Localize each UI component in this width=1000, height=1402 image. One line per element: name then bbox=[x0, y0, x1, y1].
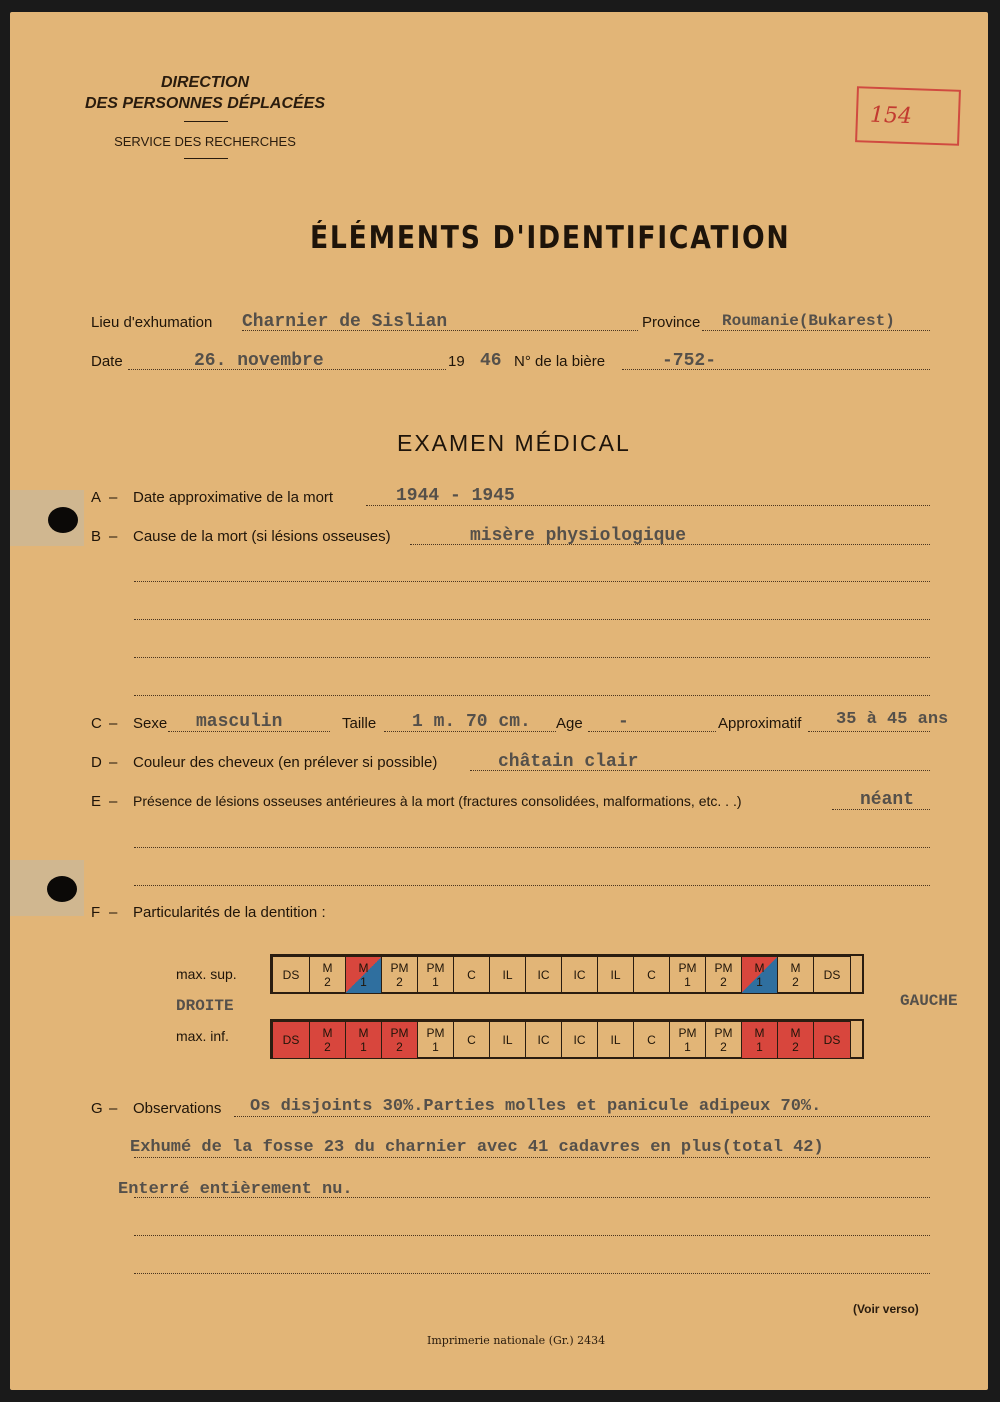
tooth-cell: PM 2 bbox=[381, 1021, 418, 1059]
tooth-cell: IC bbox=[561, 1021, 598, 1059]
tooth-cell: PM 2 bbox=[705, 956, 742, 994]
punch-hole-top bbox=[48, 507, 78, 533]
tooth-cell: M 1 bbox=[741, 956, 778, 994]
age-dots bbox=[588, 730, 716, 732]
tooth-cell: C bbox=[453, 1021, 490, 1059]
section-e-letter: E bbox=[91, 793, 102, 810]
approx-value: 35 à 45 ans bbox=[836, 710, 949, 729]
tooth-cell: DS bbox=[272, 1021, 310, 1059]
lower-teeth-row bbox=[272, 1021, 851, 1059]
province-label: Province bbox=[642, 314, 701, 331]
max-sup-label: max. sup. bbox=[176, 966, 237, 982]
tooth-cell: IC bbox=[561, 956, 598, 994]
section-g-value-2: Exhumé de la fosse 23 du charnier avec 41 cadavres en plus(total 42) bbox=[130, 1138, 824, 1157]
droite-label: DROITE bbox=[176, 997, 234, 1015]
header-rule-2 bbox=[184, 158, 228, 159]
printer-imprint: Imprimerie nationale (Gr.) 2434 bbox=[427, 1334, 606, 1347]
tooth-cell: M 1 bbox=[741, 1021, 778, 1059]
section-b-value: misère physiologique bbox=[470, 526, 687, 546]
blank-line bbox=[134, 694, 930, 696]
tooth-cell: M 2 bbox=[309, 956, 346, 994]
tooth-cell: IL bbox=[489, 1021, 526, 1059]
biere-value: -752- bbox=[662, 351, 717, 371]
tooth-cell: PM 2 bbox=[705, 1021, 742, 1059]
blank-line bbox=[134, 618, 930, 620]
tooth-cell: C bbox=[453, 956, 490, 994]
tooth-cell: DS bbox=[813, 956, 851, 994]
tooth-cell: M 2 bbox=[777, 1021, 814, 1059]
lieu-value: Charnier de Sislian bbox=[242, 312, 448, 332]
sexe-label: Sexe bbox=[133, 715, 168, 732]
tooth-cell: PM 1 bbox=[417, 1021, 454, 1059]
tooth-cell: IC bbox=[525, 956, 562, 994]
header-direction: DIRECTION bbox=[161, 74, 249, 91]
tooth-cell: PM 1 bbox=[669, 1021, 706, 1059]
section-d-letter: D bbox=[91, 754, 102, 771]
tooth-cell: M 2 bbox=[777, 956, 814, 994]
section-g-letter: G bbox=[91, 1100, 103, 1117]
file-number-stamp bbox=[855, 86, 961, 146]
section-c-letter: C bbox=[91, 715, 102, 732]
section-a-label: Date approximative de la mort bbox=[133, 489, 334, 506]
date-value: 26. novembre bbox=[194, 351, 324, 371]
section-g-value-1: Os disjoints 30%.Parties molles et panicule adipeux 70%. bbox=[250, 1097, 822, 1116]
tooth-cell: IL bbox=[489, 956, 526, 994]
gauche-label: GAUCHE bbox=[900, 992, 958, 1010]
taille-value: 1 m. 70 cm. bbox=[412, 712, 531, 732]
tooth-cell: IL bbox=[597, 1021, 634, 1059]
blank-line bbox=[134, 656, 930, 658]
blank-line bbox=[134, 580, 930, 582]
tooth-cell: PM 2 bbox=[381, 956, 418, 994]
province-value: Roumanie(Bukarest) bbox=[722, 312, 895, 330]
lieu-label: Lieu d'exhumation bbox=[91, 314, 213, 331]
section-b-letter: B bbox=[91, 528, 102, 545]
section-a-value: 1944 - 1945 bbox=[396, 486, 515, 506]
tooth-cell: M 1 bbox=[345, 956, 382, 994]
approx-dots bbox=[808, 730, 930, 732]
tooth-cell: M 2 bbox=[309, 1021, 346, 1059]
year-prefix: 19 bbox=[448, 353, 465, 370]
blank-line bbox=[134, 1272, 930, 1274]
section-g-label: Observations bbox=[133, 1100, 222, 1117]
exam-title: EXAMEN MÉDICAL bbox=[397, 430, 631, 456]
upper-teeth-row bbox=[272, 956, 851, 994]
age-value: - bbox=[618, 712, 629, 732]
sexe-value: masculin bbox=[196, 712, 283, 732]
approx-label: Approximatif bbox=[718, 715, 802, 732]
section-f-label: Particularités de la dentition : bbox=[133, 904, 326, 921]
section-a-letter: A bbox=[91, 489, 102, 506]
tooth-cell: DS bbox=[272, 956, 310, 994]
document-page: DIRECTION DES PERSONNES DÉPLACÉES SERVICE DES RECHERCHES 154 ÉLÉMENTS D'IDENTIFICATION Lieu d'exhumation Charnier de Sislian Province Roumanie(Bukarest) Date 26. novembre 19 46 N° de la bière -752- EXAMEN MÉDICAL A – Date approximative de la mort 1944 - 1945 B – Cause de la mort (si lésions osseuses) misère physiologique C – Sexe masculin Taille 1 m. 70 cm. Age - Approximatif 35 à 45 ans D – Couleur des cheveux (en prélever si possible) châtain clair E – Présence de lésions osseuses antérieures à la mort (fractures consolidées, malformations, etc. . .) néant F – Particularités de la dentition : max. sup. max. inf. DROITE GAUCHE DS M 2 M 1 PM 2 PM 1 C IL IC IC IL C PM 1 PM 2 M 1 M 2 DS DS M 2 M 1 PM 2 PM 1 C IL IC IC IL C PM 1 PM 2 M 1 M 2 DS G – Observations Os disjoints 30%.Parties molles et panicule adipeux 70%. Exhumé de la fosse 23 du charnier avec 41 cadavres en plus(total 42) Enterré entièrement nu. (Voir verso) Imprimerie nationale (Gr.) 2434 bbox=[10, 12, 988, 1390]
tooth-cell: M 1 bbox=[345, 1021, 382, 1059]
voir-verso: (Voir verso) bbox=[853, 1302, 919, 1316]
tooth-cell: DS bbox=[813, 1021, 851, 1059]
section-d-label: Couleur des cheveux (en prélever si possible) bbox=[133, 754, 438, 771]
tooth-cell: IC bbox=[525, 1021, 562, 1059]
max-inf-label: max. inf. bbox=[176, 1028, 229, 1044]
tooth-cell: IL bbox=[597, 956, 634, 994]
section-d-value: châtain clair bbox=[498, 752, 639, 772]
biere-label: N° de la bière bbox=[514, 353, 606, 370]
date-label: Date bbox=[91, 353, 123, 370]
tooth-cell: PM 1 bbox=[417, 956, 454, 994]
section-b-label: Cause de la mort (si lésions osseuses) bbox=[133, 528, 391, 545]
header-rule bbox=[184, 121, 228, 122]
blank-line bbox=[134, 884, 930, 886]
age-label: Age bbox=[556, 715, 583, 732]
punch-hole-bottom bbox=[47, 876, 77, 902]
header-service: SERVICE DES RECHERCHES bbox=[114, 134, 296, 149]
blank-line bbox=[134, 1234, 930, 1236]
stamp-number: 154 bbox=[869, 102, 913, 130]
tooth-cell: PM 1 bbox=[669, 956, 706, 994]
section-e-label: Présence de lésions osseuses antérieures à la mort (fractures consolidées, malformations, etc. . .) bbox=[133, 793, 742, 809]
tooth-cell: C bbox=[633, 1021, 670, 1059]
blank-line bbox=[134, 846, 930, 848]
page-title: ÉLÉMENTS D'IDENTIFICATION bbox=[310, 220, 791, 256]
header-personnes: DES PERSONNES DÉPLACÉES bbox=[84, 95, 326, 112]
section-f-letter: F bbox=[91, 904, 101, 921]
tooth-cell: C bbox=[633, 956, 670, 994]
year-value: 46 bbox=[480, 351, 502, 371]
section-e-value: néant bbox=[860, 790, 915, 810]
taille-label: Taille bbox=[342, 715, 377, 732]
section-g-value-3: Enterré entièrement nu. bbox=[118, 1180, 353, 1199]
